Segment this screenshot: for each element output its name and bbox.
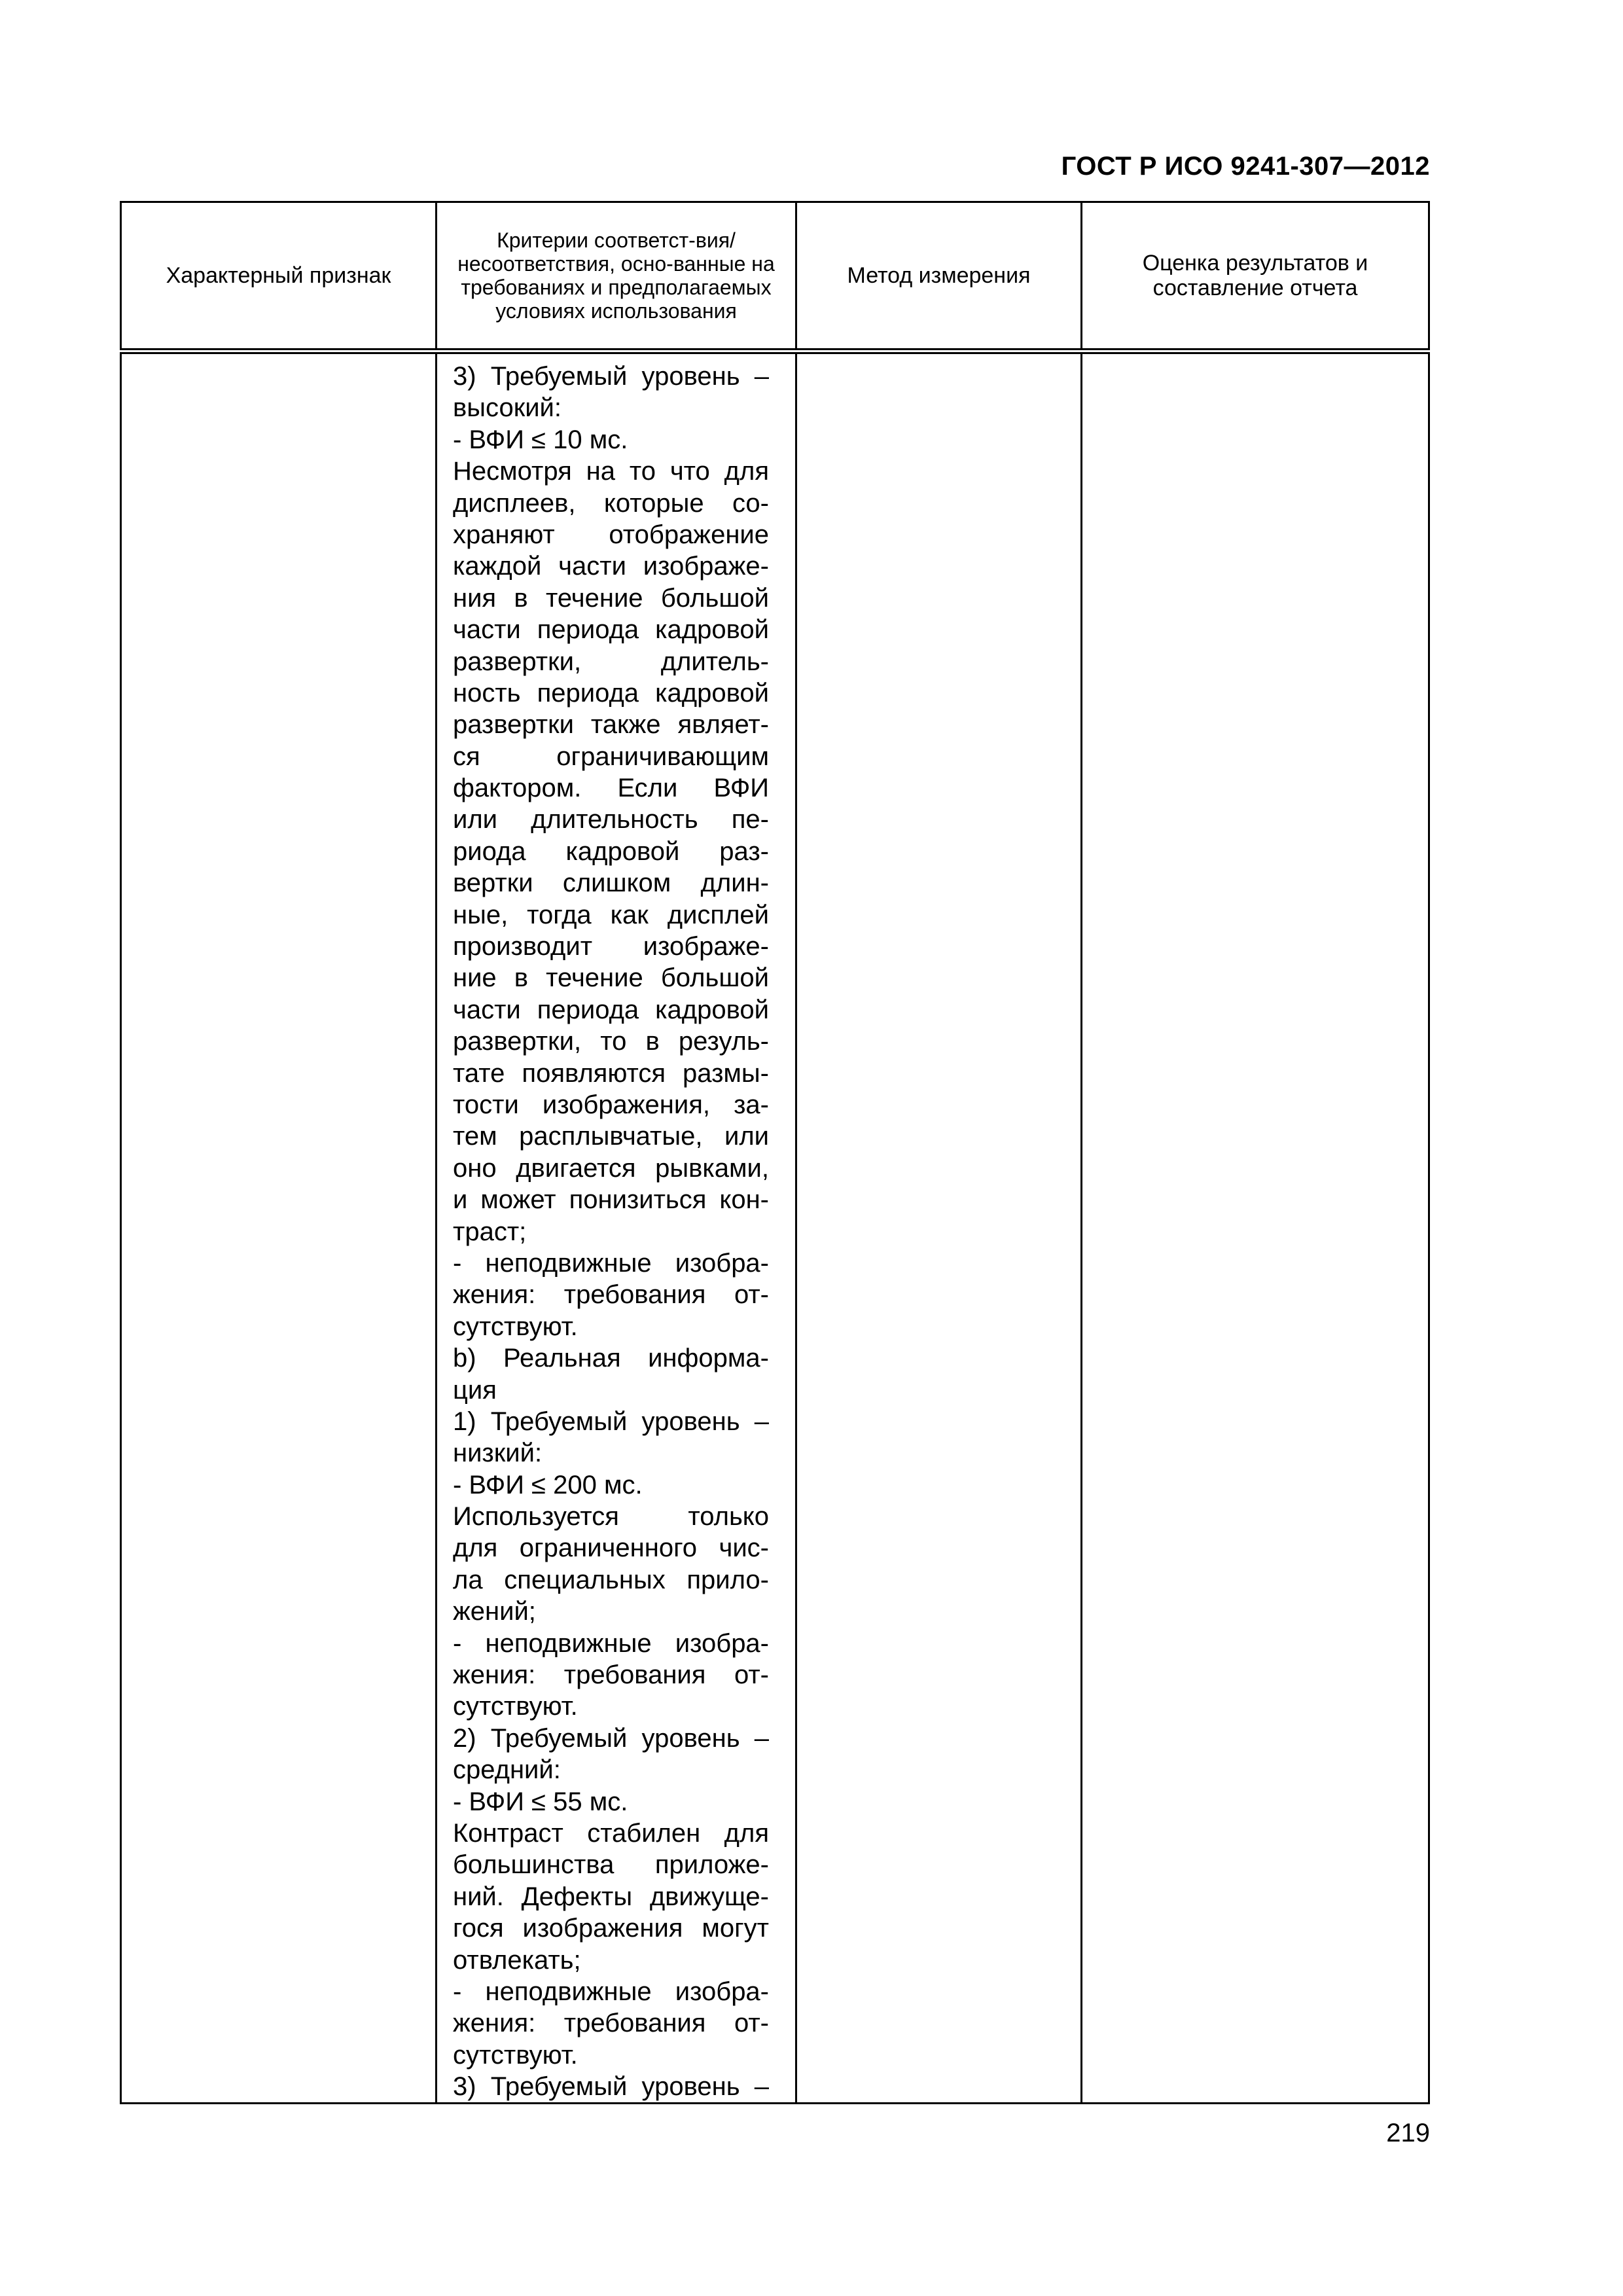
criteria-line: ния в течение большой <box>453 583 769 613</box>
criteria-line: ные, тогда как дисплей <box>453 900 769 929</box>
criteria-line: ние в течение большой <box>453 963 769 993</box>
page-number: 219 <box>1386 2119 1430 2147</box>
criteria-line: 3) Требуемый уровень – <box>453 362 769 391</box>
column-header-method: Метод измерения <box>796 202 1082 351</box>
criteria-line: средний: <box>453 1755 561 1785</box>
criteria-line: траст; <box>453 1217 527 1246</box>
feature-cell <box>121 351 437 2104</box>
criteria-text <box>453 361 769 2102</box>
criteria-line: - ВФИ ≤ 10 мс. <box>453 425 628 454</box>
criteria-line: и может понизиться кон- <box>453 1185 769 1215</box>
criteria-line: производит изображе- <box>453 932 769 961</box>
column-header-evaluation: Оценка результатов и составление отчета <box>1082 202 1429 351</box>
criteria-line: или длительность пе- <box>453 805 769 834</box>
criteria-line: сутствуют. <box>453 2040 578 2070</box>
criteria-line: ция <box>453 1375 497 1405</box>
criteria-line: - неподвижные изобра- <box>453 1248 769 1278</box>
criteria-cell <box>437 351 796 2104</box>
criteria-line: дисплеев, которые со- <box>453 488 769 518</box>
criteria-line: жений; <box>453 1597 536 1626</box>
criteria-line: 2) Требуемый уровень – <box>453 1723 769 1753</box>
criteria-line: ность периода кадровой <box>453 678 769 708</box>
criteria-line: Контраст стабилен для <box>453 1818 769 1848</box>
criteria-line: ла специальных прило- <box>453 1565 769 1594</box>
criteria-line: - неподвижные изобра- <box>453 1977 769 2006</box>
criteria-line: - ВФИ ≤ 55 мс. <box>453 1787 628 1816</box>
method-cell <box>796 351 1082 2104</box>
criteria-line: развертки, то в резуль- <box>453 1027 769 1056</box>
table-row <box>121 351 1429 2104</box>
criteria-line: жения: требования от- <box>453 2009 769 2038</box>
column-header-feature: Характерный признак <box>121 202 437 351</box>
criteria-line: части периода кадровой <box>453 995 769 1024</box>
criteria-line: тате появляются размы- <box>453 1058 769 1088</box>
evaluation-cell <box>1082 351 1429 2104</box>
requirements-table <box>120 201 1430 2104</box>
criteria-line: высокий: <box>453 393 562 423</box>
criteria-line: - ВФИ ≤ 200 мс. <box>453 1470 643 1499</box>
criteria-line: Несмотря на то что для <box>453 457 769 486</box>
criteria-line: храняют отображение <box>453 520 769 549</box>
column-header-criteria: Критерии соответст-вия/несоответствия, осно-ванные на требованиях и предполагаемых условиях использования <box>437 202 796 351</box>
criteria-line: Используется только <box>453 1502 769 1532</box>
document-id: ГОСТ Р ИСО 9241-307—2012 <box>1061 152 1430 181</box>
criteria-line: b) Реальная информа- <box>453 1344 769 1373</box>
criteria-line: тости изображения, за- <box>453 1090 769 1119</box>
criteria-line: 1) Требуемый уровень – <box>453 1407 769 1436</box>
table-header-row <box>121 202 1429 351</box>
criteria-line: жения: требования от- <box>453 1660 769 1690</box>
criteria-line: низкий: <box>453 1439 543 1468</box>
criteria-line: фактором. Если ВФИ <box>453 774 769 803</box>
criteria-line: большинства приложе- <box>453 1850 769 1880</box>
criteria-line: для ограниченного чис- <box>453 1534 769 1563</box>
criteria-line: части периода кадровой <box>453 615 769 645</box>
criteria-line: 3) Требуемый уровень – <box>453 2072 769 2102</box>
criteria-line: жения: требования от- <box>453 1280 769 1310</box>
criteria-line: сутствуют. <box>453 1312 578 1341</box>
criteria-line: гося изображения могут <box>453 1914 769 1943</box>
criteria-line: отвлекать; <box>453 1945 581 1975</box>
criteria-line: - неподвижные изобра- <box>453 1628 769 1658</box>
criteria-line: ся ограничивающим <box>453 742 769 771</box>
criteria-line: каждой части изображе- <box>453 552 769 581</box>
criteria-line: сутствуют. <box>453 1692 578 1721</box>
criteria-line: развертки, длитель- <box>453 647 769 676</box>
criteria-line: вертки слишком длин- <box>453 869 769 898</box>
criteria-line: риода кадровой раз- <box>453 836 769 866</box>
criteria-line: оно двигается рывками, <box>453 1153 769 1183</box>
criteria-line: развертки также являет- <box>453 710 769 740</box>
criteria-line: ний. Дефекты движуще- <box>453 1882 769 1911</box>
criteria-line: тем расплывчатые, или <box>453 1122 769 1151</box>
